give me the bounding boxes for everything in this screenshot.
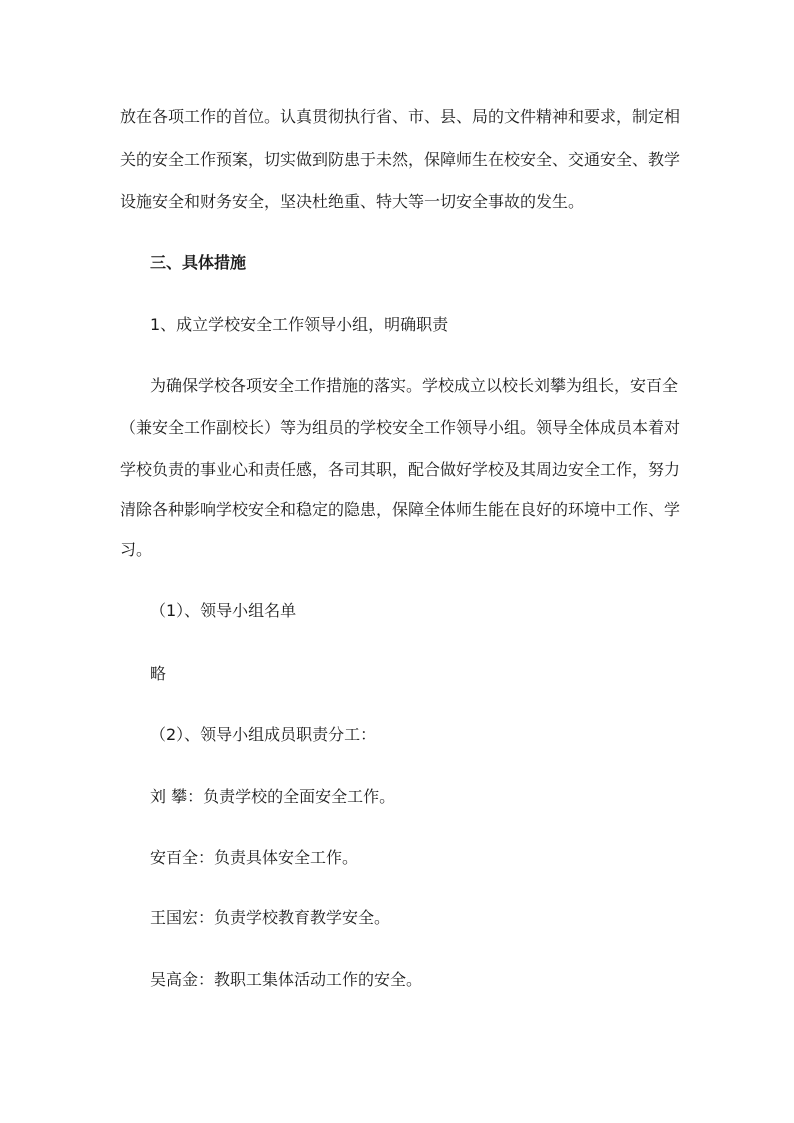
list-heading: （1）、领导小组名单 [150,601,297,620]
list-value: 略 [150,664,167,683]
duty-item: 吴高金：教职工集体活动工作的安全。 [150,970,423,989]
section-heading: 三、具体措施 [150,253,247,272]
duty-item: 安百全：负责具体安全工作。 [150,848,359,867]
paragraph-line: 关的安全工作预案，切实做到防患于未然，保障师生在校安全、交通安全、教学 [120,150,681,169]
duty-item: 刘 攀：负责学校的全面安全工作。 [150,787,396,806]
list-heading: （2）、领导小组成员职责分工： [150,725,377,744]
paragraph-line: 为确保学校各项安全工作措施的落实。学校成立以校长刘攀为组长，安百全 [150,376,679,395]
paragraph-line: 设施安全和财务安全，坚决杜绝重、特大等一切安全事故的发生。 [120,192,585,211]
paragraph-line: 学校负责的事业心和责任感，各司其职，配合做好学校及其周边安全工作，努力 [120,460,681,479]
subheading: 1、成立学校安全工作领导小组，明确职责 [150,315,449,334]
paragraph-line: 放在各项工作的首位。认真贯彻执行省、市、县、局的文件精神和要求，制定相 [120,107,681,126]
paragraph-line: 习。 [120,540,153,559]
paragraph-line: 清除各种影响学校安全和稳定的隐患，保障全体师生能在良好的环境中工作、学 [120,500,681,519]
paragraph-line: （兼安全工作副校长）等为组员的学校安全工作领导小组。领导全体成员本着对 [120,418,681,437]
duty-item: 王国宏：负责学校教育教学安全。 [150,908,391,927]
